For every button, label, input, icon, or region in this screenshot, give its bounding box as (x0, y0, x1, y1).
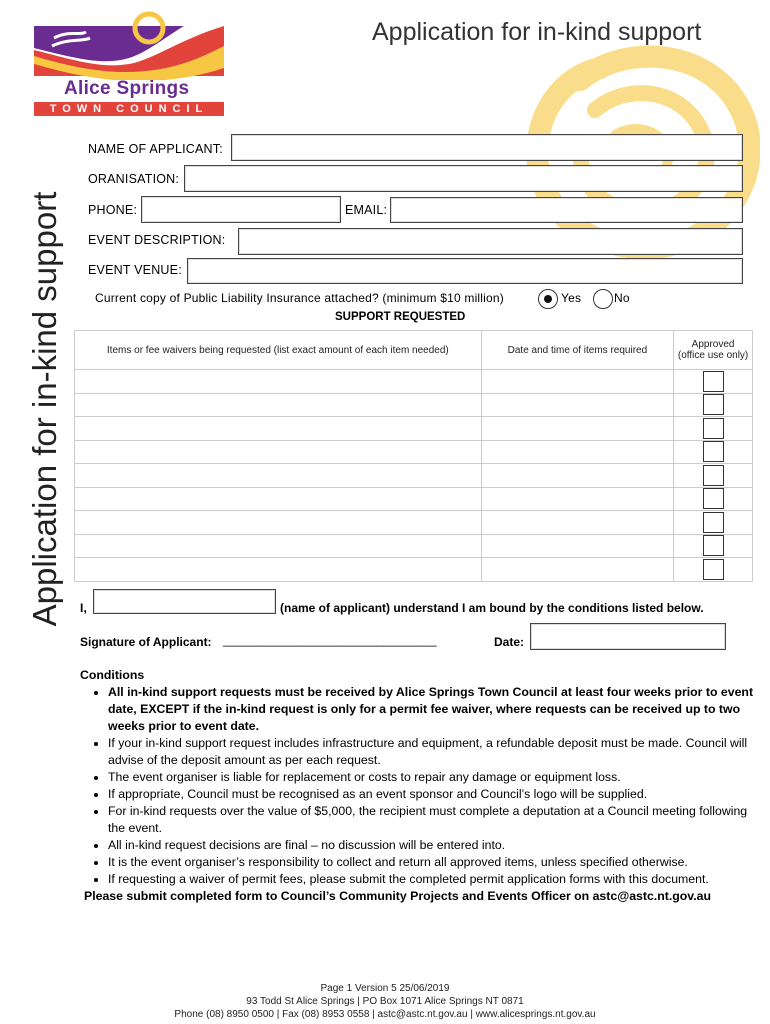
logo-name: Alice Springs (64, 78, 190, 99)
date-cell[interactable] (481, 393, 673, 417)
approved-checkbox[interactable] (703, 488, 724, 509)
date-cell[interactable] (481, 370, 673, 394)
organisation-field[interactable] (184, 165, 743, 192)
name-field[interactable] (231, 134, 743, 161)
item-cell[interactable] (75, 370, 482, 394)
item-cell[interactable] (75, 464, 482, 488)
conditions-section (80, 667, 760, 905)
approved-checkbox[interactable] (703, 512, 724, 533)
col-date-header (481, 331, 673, 370)
email-label: EMAIL: (345, 203, 388, 217)
table-row (75, 440, 753, 464)
page-title: Application for in-kind support (372, 18, 702, 46)
date-label: Date: (494, 635, 525, 649)
approved-cell (674, 534, 753, 558)
organisation-label: ORANISATION: (88, 172, 180, 186)
insurance-question: Current copy of Public Liability Insurance attached? (minimum $10 million) (95, 291, 504, 305)
insurance-no-radio[interactable] (593, 289, 613, 309)
table-row (75, 534, 753, 558)
event-venue-label: EVENT VENUE: (88, 263, 182, 277)
table-row (75, 393, 753, 417)
date-cell[interactable] (481, 558, 673, 582)
event-description-label: EVENT DESCRIPTION: (88, 233, 226, 247)
support-table-header (75, 331, 753, 370)
col-approved-sub: (office use only) (677, 350, 749, 361)
side-title: Application for in-kind support (26, 191, 63, 627)
footer-version: Page 1 Version 5 25/06/2019 (320, 983, 450, 994)
approved-cell (674, 464, 753, 488)
name-label: NAME OF APPLICANT: (88, 142, 223, 156)
approved-cell (674, 511, 753, 535)
approved-cell (674, 558, 753, 582)
support-heading: SUPPORT REQUESTED (335, 311, 466, 323)
footer-address: 93 Todd St Alice Springs | PO Box 1071 Alice Springs NT 0871 (246, 996, 524, 1007)
date-cell[interactable] (481, 464, 673, 488)
condition-item: • If appropriate, Council must be recognised as an event sponsor and Council’s logo will be supplied. (108, 786, 760, 803)
item-cell[interactable] (75, 440, 482, 464)
footer-contact: Phone (08) 8950 0500 | Fax (08) 8953 0558 | astc@astc.nt.gov.au | www.alicesprings.nt.gov.au (174, 1009, 596, 1020)
approved-checkbox[interactable] (703, 465, 724, 486)
condition-item: • If your in-kind support request includes infrastructure and equipment, a refundable deposit must be made. Council will advise of the deposit amount as per each request. (108, 735, 760, 769)
condition-item: • If requesting a waiver of permit fees, please submit the completed permit application forms with this document. (108, 871, 760, 888)
insurance-yes-label: Yes (561, 291, 582, 305)
approved-checkbox[interactable] (703, 394, 724, 415)
item-cell[interactable] (75, 487, 482, 511)
date-cell[interactable] (481, 440, 673, 464)
insurance-yes-radio[interactable] (538, 289, 558, 309)
table-row (75, 417, 753, 441)
council-logo (34, 8, 226, 118)
support-table (74, 330, 753, 582)
conditions-heading: Conditions (80, 668, 145, 682)
table-row (75, 511, 753, 535)
col-date-text: Date and time of items required (507, 344, 648, 356)
approved-cell (674, 487, 753, 511)
condition-item: • All in-kind support requests must be received by Alice Springs Town Council at least four weeks prior to event date, EXCEPT if the in-kind request is only for a permit fee waiver, where requests can be received up to two weeks prior to event date. (108, 684, 760, 735)
table-row (75, 558, 753, 582)
declaration-i-label: I, (80, 601, 88, 615)
event-venue-field[interactable] (187, 258, 743, 284)
date-cell[interactable] (481, 511, 673, 535)
approved-cell (674, 370, 753, 394)
col-approved-header (674, 331, 753, 370)
signature-label: Signature of Applicant: (80, 635, 212, 649)
approved-checkbox[interactable] (703, 559, 724, 580)
table-row (75, 370, 753, 394)
approved-cell (674, 393, 753, 417)
col-approved-text: Approved (691, 339, 735, 350)
date-field[interactable] (530, 623, 726, 650)
phone-label: PHONE: (88, 203, 138, 217)
approved-checkbox[interactable] (703, 441, 724, 462)
submit-note: Please submit completed form to Council’s Community Projects and Events Officer on astc@astc.nt.gov.au (84, 889, 711, 903)
condition-item: • For in-kind requests over the value of $5,000, the recipient must complete a deputation at a Council meeting following the event. (108, 803, 760, 837)
insurance-no-label: No (614, 291, 630, 305)
signature-line[interactable]: ________________________________ (223, 633, 437, 647)
phone-field[interactable] (141, 196, 341, 223)
approved-checkbox[interactable] (703, 418, 724, 439)
radio-selected-dot (544, 295, 552, 303)
condition-item: • It is the event organiser’s responsibility to collect and return all approved items, unless specified otherwise. (108, 854, 760, 871)
item-cell[interactable] (75, 417, 482, 441)
alice-springs-logo-icon (34, 8, 226, 80)
conditions-list (80, 684, 760, 888)
email-field[interactable] (390, 197, 743, 223)
table-row (75, 464, 753, 488)
condition-item: • The event organiser is liable for replacement or costs to repair any damage or equipment loss. (108, 769, 760, 786)
item-cell[interactable] (75, 511, 482, 535)
condition-item: • All in-kind request decisions are final – no discussion will be entered into. (108, 837, 760, 854)
table-row (75, 487, 753, 511)
col-items-header (75, 331, 482, 370)
approved-checkbox[interactable] (703, 535, 724, 556)
col-items-text: Items or fee waivers being requested (list exact amount of each item needed) (106, 344, 449, 356)
approved-cell (674, 417, 753, 441)
approved-cell (674, 440, 753, 464)
logo-sub: TOWN COUNCIL (34, 102, 224, 116)
item-cell[interactable] (75, 393, 482, 417)
approved-checkbox[interactable] (703, 371, 724, 392)
declaration-statement: (name of applicant) understand I am bound by the conditions listed below. (280, 601, 704, 615)
date-cell[interactable] (481, 534, 673, 558)
declaration-name-field[interactable] (93, 589, 276, 614)
item-cell[interactable] (75, 534, 482, 558)
date-cell[interactable] (481, 417, 673, 441)
date-cell[interactable] (481, 487, 673, 511)
event-description-field[interactable] (238, 228, 743, 255)
item-cell[interactable] (75, 558, 482, 582)
